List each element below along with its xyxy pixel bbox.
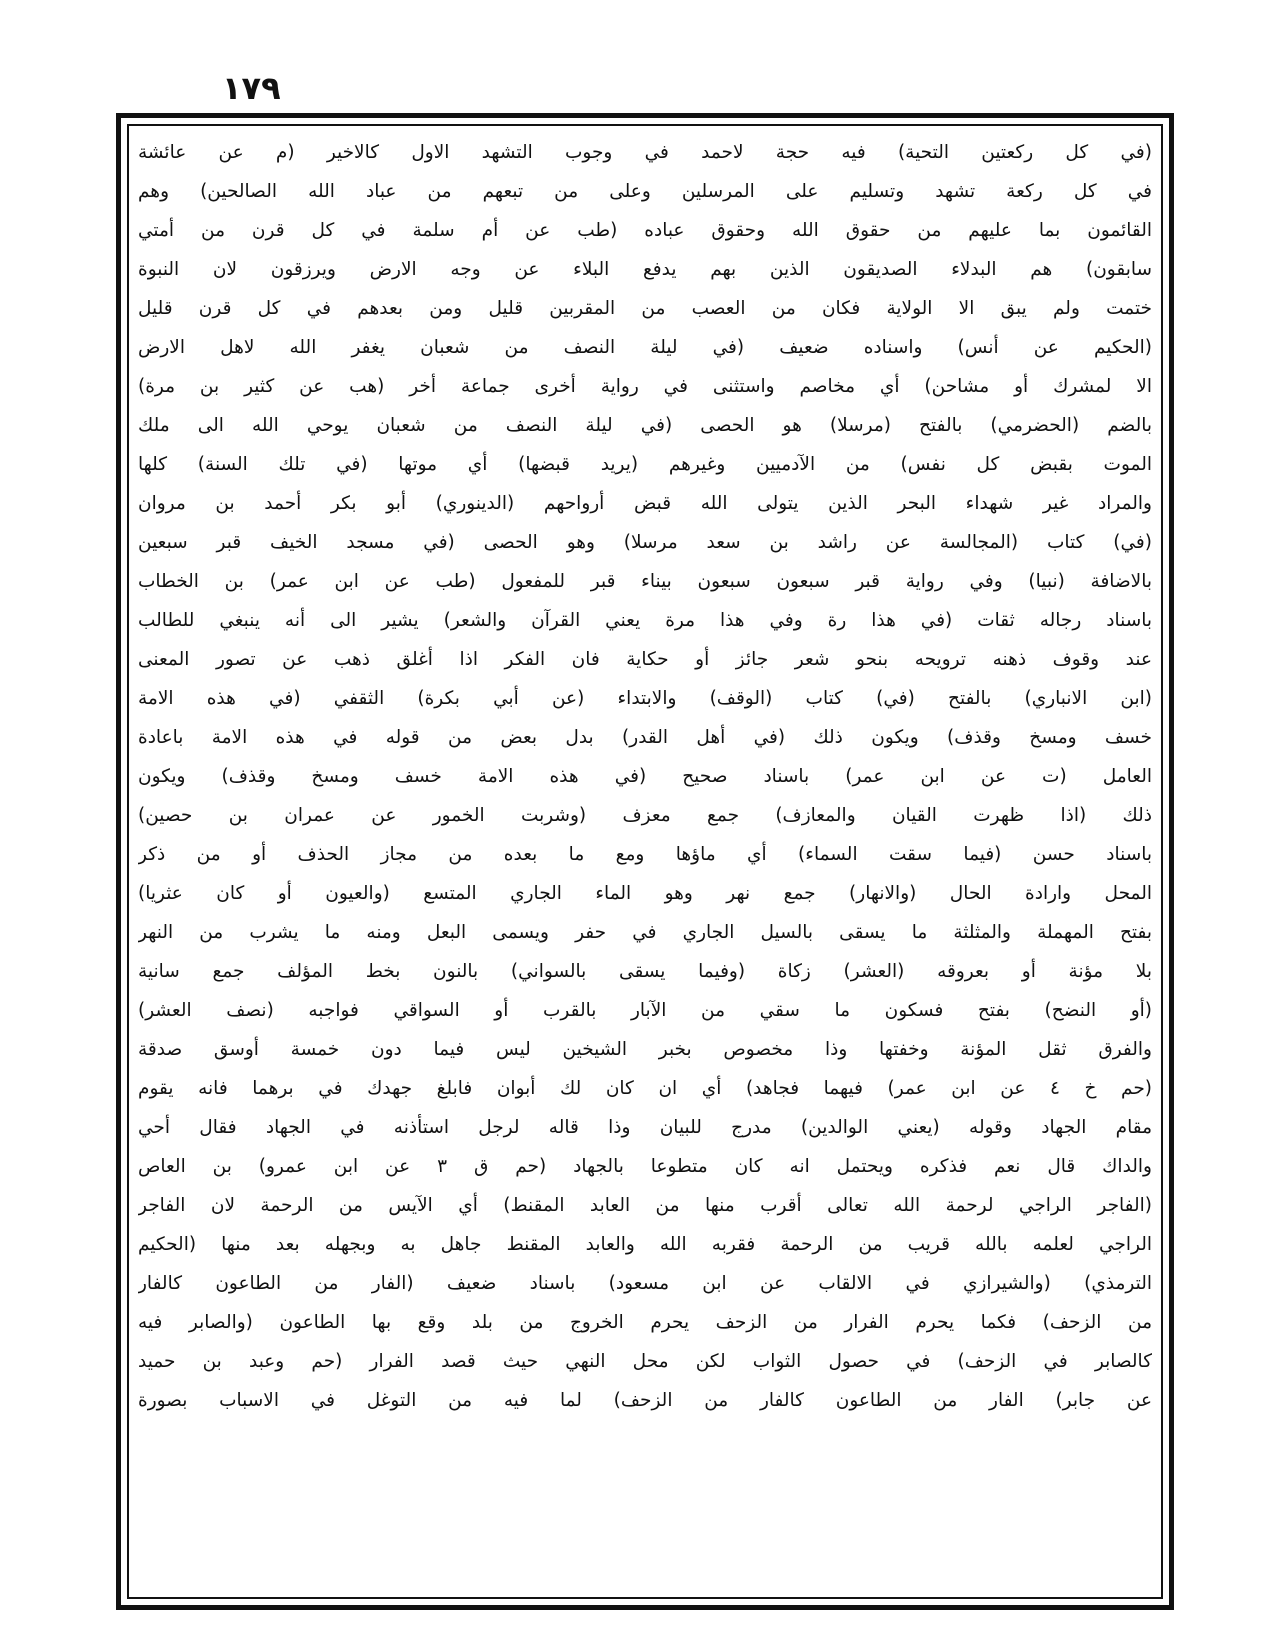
text-line: الترمذي) (والشيرازي في الالقاب عن ابن مسعود) باسناد ضعيف (الفار من الطاعون كالفار — [138, 1273, 1152, 1294]
text-line: كالصابر في الزحف) في حصول الثواب لكن محل النهي حيث قصد الفرار (حم وعبد بن حميد — [138, 1351, 1152, 1372]
text-line: المحل وارادة الحال (والانهار) جمع نهر وهو الماء الجاري المتسع (والعيون أو كان عثريا) — [138, 883, 1152, 904]
text-line: ختمت ولم يبق الا الولاية فكان من العصب من المقربين قليل ومن بعدهم في كل قرن قليل — [138, 298, 1152, 319]
text-line: من الزحف) فكما يحرم الفرار من الزحف يحرم الخروج من بلد وقع بها الطاعون (والصابر فيه — [138, 1312, 1152, 1333]
text-line: الراجي لعلمه بالله قريب من الرحمة فقربه الله والعابد المقنط جاهل به وبجهله بعد منها (الحكيم — [138, 1234, 1152, 1255]
text-line: (الفاجر الراجي لرحمة الله تعالى أقرب منها من العابد المقنط) أي الآيس من الرحمة لان الفاجر — [138, 1195, 1152, 1216]
text-line: الا لمشرك أو مشاحن) أي مخاصم واستثنى في رواية أخرى جماعة أخر (هب عن كثير بن مرة) — [138, 376, 1152, 397]
text-line: بالاضافة (نبيا) وفي رواية قبر سبعون سبعون بيناء قبر للمفعول (طب عن ابن عمر) بن الخطاب — [138, 571, 1152, 592]
text-line: والمراد غير شهداء البحر الذين يتولى الله قبض أرواحهم (الدينوري) أبو بكر أحمد بن مروان — [138, 493, 1152, 514]
text-line: العامل (ت عن ابن عمر) باسناد صحيح (في هذه الامة خسف ومسخ وقذف) ويكون — [138, 766, 1152, 787]
text-line: مقام الجهاد وقوله (يعني الوالدين) مدرج للبيان وذا قاله لرجل استأذنه في الجهاد فقال أحي — [138, 1117, 1152, 1138]
text-line: القائمون بما عليهم من حقوق الله وحقوق عباده (طب عن أم سلمة في كل قرن من أمتي — [138, 220, 1152, 241]
text-line: باسناد حسن (فيما سقت السماء) أي ماؤها ومع ما بعده من مجاز الحذف أو من ذكر — [138, 844, 1152, 865]
text-line: بالضم (الحضرمي) بالفتح (مرسلا) هو الحصى (في ليلة النصف من شعبان يوحي الله الى ملك — [138, 415, 1152, 436]
body-text — [138, 133, 1152, 1595]
text-line: والفرق ثقل المؤنة وخفتها وذا مخصوص بخبر الشيخين ليس فيما دون خمسة أوسق صدقة — [138, 1039, 1152, 1060]
text-line: خسف ومسخ وقذف) ويكون ذلك (في أهل القدر) بدل بعض من قوله في هذه الامة باعادة — [138, 727, 1152, 748]
text-line: باسناد رجاله ثقات (في هذا رة وفي هذا مرة يعني القرآن والشعر) يشير الى أنه ينبغي للطالب — [138, 610, 1152, 631]
text-line: ذلك (اذا ظهرت القيان والمعازف) جمع معزف (وشربت الخمور عن عمران بن حصين) — [138, 805, 1152, 826]
text-line: (في كل ركعتين التحية) فيه حجة لاحمد في وجوب التشهد الاول كالاخير (م عن عائشة — [138, 142, 1152, 163]
text-line: عند وقوف ذهنه ترويحه بنحو شعر جائز أو حكاية فان الفكر اذا أغلق ذهب عن تصور المعنى — [138, 649, 1152, 670]
text-line: (أو النضح) بفتح فسكون ما سقي من الآبار بالقرب أو السواقي فواجبه (نصف العشر) — [138, 1000, 1152, 1021]
text-line: الموت بقبض كل نفس) من الآدميين وغيرهم (يريد قبضها) أي موتها (في تلك السنة) كلها — [138, 454, 1152, 475]
text-line: (الحكيم عن أنس) واسناده ضعيف (في ليلة النصف من شعبان يغفر الله لاهل الارض — [138, 337, 1152, 358]
page-number: ١٧٩ — [222, 69, 281, 107]
text-line: (في) كتاب (المجالسة عن راشد بن سعد مرسلا) وهو الحصى (في مسجد الخيف قبر سبعين — [138, 532, 1152, 553]
text-line: (حم خ ٤ عن ابن عمر) فيهما فجاهد) أي ان كان لك أبوان فابلغ جهدك في برهما فانه يقوم — [138, 1078, 1152, 1099]
text-line: سابقون) هم البدلاء الصديقون الذين بهم يدفع البلاء عن وجه الارض ويرزقون لان النبوة — [138, 259, 1152, 280]
text-line: بفتح المهملة والمثلثة ما يسقى بالسيل الجاري في حفر ويسمى البعل ومنه ما يشرب من النهر — [138, 922, 1152, 943]
text-line: في كل ركعة تشهد وتسليم على المرسلين وعلى من تبعهم من عباد الله الصالحين) وهم — [138, 181, 1152, 202]
text-line: والداك قال نعم فذكره ويحتمل انه كان متطوعا بالجهاد (حم ق ٣ عن ابن عمرو) بن العاص — [138, 1156, 1152, 1177]
text-line: عن جابر) الفار من الطاعون كالفار من الزحف) لما فيه من التوغل في الاسباب بصورة — [138, 1390, 1152, 1411]
text-line: بلا مؤنة أو بعروقه (العشر) زكاة (وفيما يسقى بالسواني) بالنون بخط المؤلف جمع سانية — [138, 961, 1152, 982]
text-line: (ابن الانباري) بالفتح (في) كتاب (الوقف) والابتداء (عن أبي بكرة) الثقفي (في هذه الامة — [138, 688, 1152, 709]
